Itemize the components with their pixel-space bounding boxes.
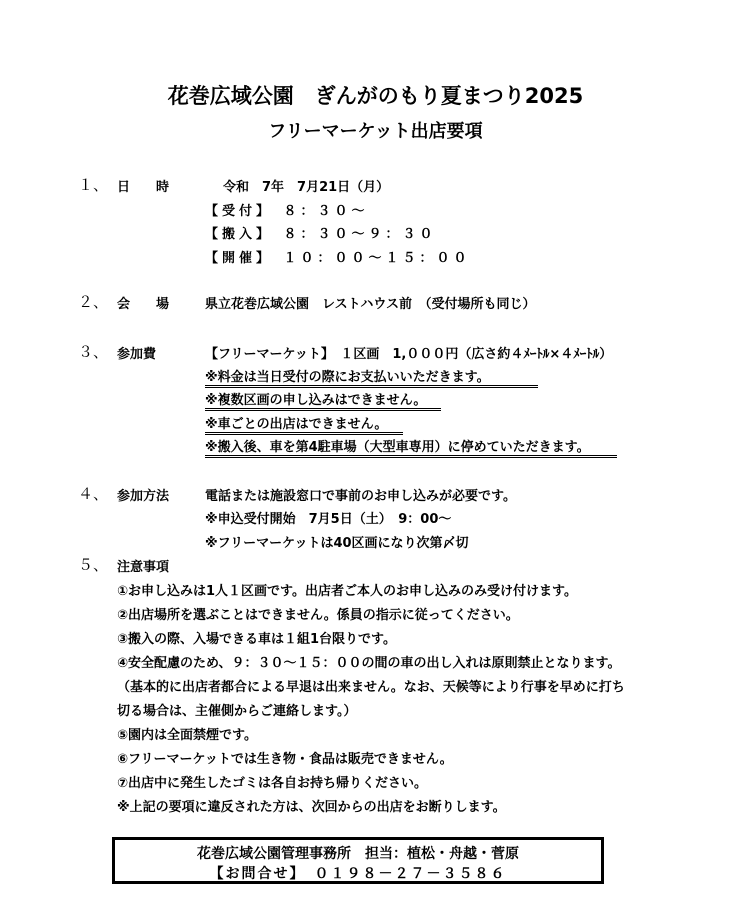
page-subtitle: フリーマーケット出店要項 bbox=[268, 121, 483, 142]
application-start: ※申込受付開始 7月5日（土） 9：00～ bbox=[205, 512, 452, 527]
notice-item: ②出店場所を選ぶことはできません。係員の指示に従ってください。 bbox=[117, 608, 519, 623]
notice-item: ④安全配慮のため、９：３０～１５：００の間の車の出し入れは原則禁止となります。 bbox=[117, 656, 621, 671]
notice-item: 切る場合は、主催側からご連絡します。） bbox=[117, 704, 357, 719]
contact-box bbox=[112, 837, 604, 884]
section-4-label: 参加方法 bbox=[117, 489, 170, 504]
notice-item: （基本的に出店者都合による早退は出来ません。なお、天候等により行事を早めに打ち bbox=[117, 680, 625, 695]
notice-item: ③搬入の際、入場できる車は１組1台限りです。 bbox=[117, 632, 397, 647]
fee-note-payment: ※料金は当日受付の際にお支払いいただきます。 bbox=[205, 366, 538, 388]
section-2-number: ２、 bbox=[78, 293, 109, 311]
section-5-number: ５、 bbox=[78, 556, 109, 574]
contact-office: 花巻広域公園管理事務所 担当：植松・舟越・菅原 bbox=[197, 846, 519, 862]
notice-item: ⑦出店中に発生したゴミは各自お持ち帰りください。 bbox=[117, 776, 428, 791]
section-2-label: 会 場 bbox=[117, 297, 170, 312]
section-1-label: 日 時 bbox=[117, 180, 170, 195]
section-3-label: 参加費 bbox=[117, 347, 157, 362]
section-5-label: 注意事項 bbox=[117, 560, 170, 575]
event-date: 令和 7年 7月21日（月） bbox=[223, 180, 390, 195]
open-time: 【開催】 １０：００～１５：００ bbox=[205, 251, 471, 266]
fee-note-multiple: ※複数区画の申し込みはできません。 bbox=[205, 389, 441, 411]
fee-text: 【フリーマーケット】 １区画 1,０００円（広さ約４ﾒｰﾄﾙ×４ﾒｰﾄﾙ） bbox=[205, 347, 613, 362]
page-title: 花巻広域公園 ぎんがのもり夏まつり2025 bbox=[167, 84, 584, 108]
carry-in-time: 【搬入】 ８：３０～９：３０ bbox=[205, 227, 437, 242]
notice-item: ①お申し込みは1人１区画です。出店者ご本人のお申し込みのみ受け付けます。 bbox=[117, 584, 577, 599]
application-limit: ※フリーマーケットは40区画になり次第〆切 bbox=[205, 536, 469, 551]
notice-item: ⑤園内は全面禁煙です。 bbox=[117, 728, 257, 743]
fee-note-parking: ※搬入後、車を第4駐車場（大型車専用）に停めていただきます。 bbox=[205, 436, 617, 458]
venue-text: 県立花巻広域公園 レストハウス前 （受付場所も同じ） bbox=[205, 297, 536, 312]
section-3-number: ３、 bbox=[78, 343, 109, 361]
contact-phone: 【お問合せ】 ０１９８－２７－３５８６ bbox=[209, 866, 507, 882]
reception-time: 【受付】 ８：３０～ bbox=[205, 204, 369, 219]
section-1-number: １、 bbox=[78, 176, 109, 194]
notice-item: ⑥フリーマーケットでは生き物・食品は販売できません。 bbox=[117, 752, 453, 767]
fee-note-vehicle: ※車ごとの出店はできません。 bbox=[205, 413, 403, 435]
section-4-number: ４、 bbox=[78, 485, 109, 503]
application-text: 電話または施設窓口で事前のお申し込みが必要です。 bbox=[205, 489, 516, 504]
notice-item: ※上記の要項に違反された方は、次回からの出店をお断りします。 bbox=[117, 800, 506, 815]
